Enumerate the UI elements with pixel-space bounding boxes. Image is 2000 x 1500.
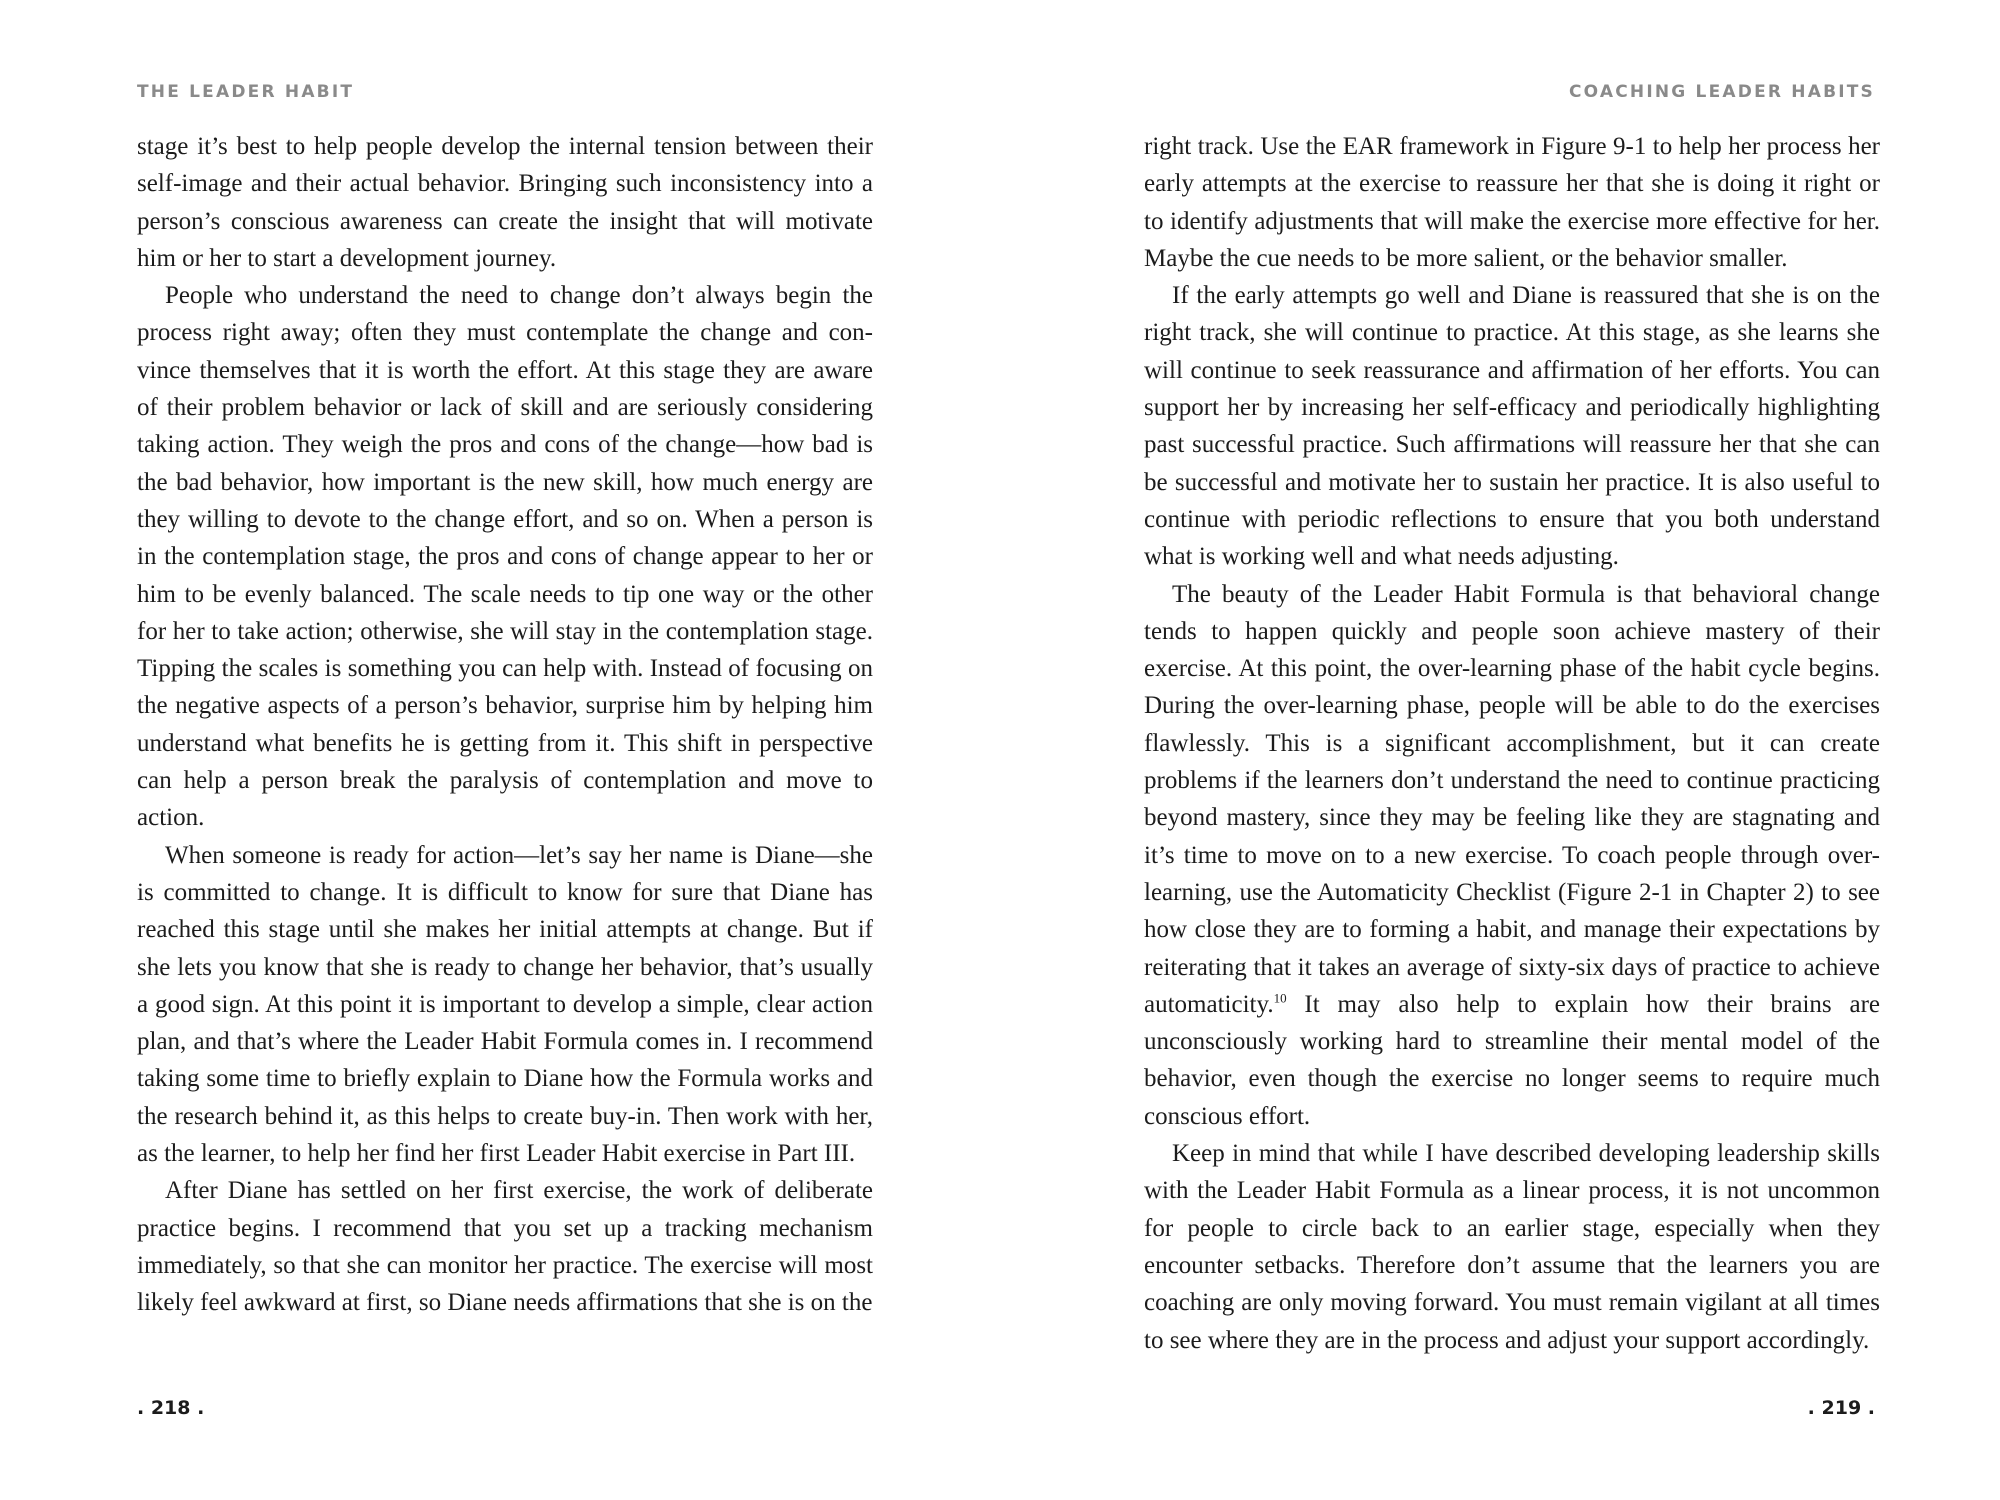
body-text-right	[1144, 128, 1880, 1359]
page-number-left: . 218 .	[137, 1397, 205, 1419]
footnote-reference[interactable]: 10	[1273, 990, 1287, 1006]
paragraph: After Diane has settled on her first exercise, the work of deliberate practice begins. I recommend that you set up a tracking mechanism immediately, so that she can monitor her practice. The exercise will most likely feel awkward at first, so Diane needs affirmations that she is on the	[137, 1177, 873, 1317]
page-number-right: . 219 .	[1807, 1397, 1875, 1419]
paragraph-text-tail: It may also help to explain how their brains are unconsciously working hard to streamline their mental model of the behavior, even though the exercise no longer seems to require much conscious effort.	[1144, 990, 1880, 1130]
body-text-left	[137, 128, 873, 1322]
running-head-right: COACHING LEADER HABITS	[1569, 82, 1875, 102]
paragraph: When someone is ready for action—let’s say her name is Diane—she is committed to change. It is difficult to know for sure that Diane has reached this stage until she makes her initial attempts at change. But if she lets you know that she is ready to change her behavior, that’s usually a good sign. At this point it is important to develop a simple, clear action plan, and that’s where the Leader Habit Formula comes in. I recommend taking some time to briefly explain to Diane how the Formula works and the research behind it, as this helps to create buy-in. Then work with her, as the learner, to help her find her first Leader Habit exercise in Part III.	[137, 841, 873, 1168]
paragraph: right track. Use the EAR framework in Figure 9-1 to help her process her early attempts at the exercise to reassure her that she is doing it right or to identify adjustments that will make the exercise more effective for her. Maybe the cue needs to be more salient, or the behavior smaller.	[1144, 133, 1880, 272]
right-page	[1000, 0, 2000, 1500]
paragraph-text: The beauty of the Leader Habit Formula is that behavioral change tends to happen quickly and people soon achieve mastery of their exercise. At this point, the over-learning phase of the habit cycle begins. During the over-learning phase, people will be able to do the exercises flawlessly. This is a significant accomplishment, but it can create problems if the learners don’t understand the need to continue practicing beyond mastery, since they may be feeling like they are stagnating and it’s time to move on to a new exercise. To coach people through over-learning, use the Automaticity Checklist (Figure 2-1 in Chapter 2) to see how close they are to forming a habit, and manage their expectations by reiterating that it takes an average of sixty-six days of practice to achieve automaticity.	[1144, 580, 1880, 1018]
paragraph: People who understand the need to change don’t always begin the process right away; often they must contemplate the change and convince themselves that it is worth the effort. At this stage they are aware of their problem behavior or lack of skill and are seriously considering taking action. They weigh the pros and cons of the change—how bad is the bad behavior, how important is the new skill, how much energy are they willing to devote to the change effort, and so on. When a person is in the contemplation stage, the pros and cons of change appear to her or him to be evenly balanced. The scale needs to tip one way or the other for her to take action; otherwise, she will stay in the contemplation stage. Tipping the scales is something you can help with. Instead of focusing on the negative aspects of a person’s behavior, surprise him by helping him understand what benefits he is getting from it. This shift in perspective can help a person break the paralysis of contemplation and move to action.	[137, 282, 873, 832]
paragraph: Keep in mind that while I have described developing leadership skills with the Leader Habit Formula as a linear process, it is not uncommon for people to circle back to an earlier stage, especially when they encounter setbacks. Therefore don’t assume that the learners you are coaching are only moving forward. You must remain vigilant at all times to see where they are in the process and adjust your support accordingly.	[1144, 1140, 1880, 1354]
running-head-left: THE LEADER HABIT	[137, 82, 355, 102]
paragraph-with-footnote	[1144, 576, 1880, 1135]
paragraph: If the early attempts go well and Diane is reassured that she is on the right track, she will continue to practice. At this stage, as she learns she will continue to seek reassurance and affirmation of her efforts. You can support her by increasing her self-efficacy and periodically highlighting past successful practice. Such affirmations will reassure her that she can be successful and motivate her to sustain her practice. It is also useful to continue with periodic reflections to ensure that you both understand what is working well and what needs adjusting.	[1144, 282, 1880, 571]
paragraph: stage it’s best to help people develop the internal tension between their self-image and their actual behavior. Bringing such inconsistency into a person’s conscious awareness can create the insight that will motivate him or her to start a development journey.	[137, 133, 873, 272]
